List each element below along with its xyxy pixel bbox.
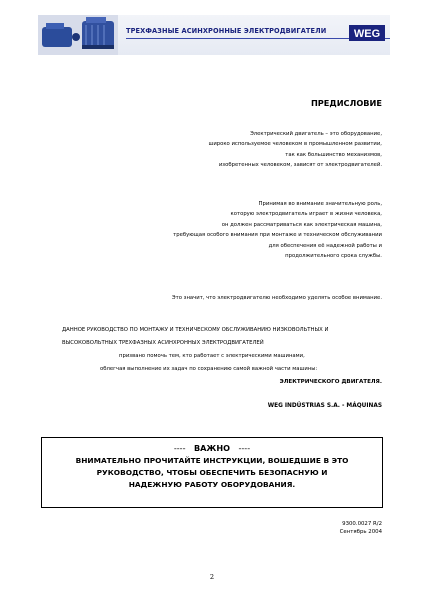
paragraph-1-line: изобретенных человеком, зависят от электродвигателей.	[218, 162, 382, 169]
paragraph-1	[208, 129, 382, 171]
paragraph-3-line: Это значит, что электродвигателю необходимо уделять особое внимание.	[171, 295, 382, 301]
header-title: ТРЕХФАЗНЫЕ АСИНХРОННЫЕ ЭЛЕКТРОДВИГАТЕЛИ	[126, 27, 327, 35]
motors-image	[38, 15, 118, 55]
paragraph-1-line: Электрический двигатель – это оборудование,	[250, 131, 382, 137]
notice-line: НАДЕЖНУЮ РАБОТУ ОБОРУДОВАНИЯ.	[128, 480, 296, 489]
notice-title: ВАЖНО	[194, 443, 230, 453]
manual-purpose-block	[62, 324, 382, 389]
paragraph-2-line: требующая особого внимания при монтаже и техническом обслуживании	[173, 232, 382, 239]
page-title: ПРЕДИСЛОВИЕ	[310, 98, 382, 108]
weg-logo	[349, 25, 385, 41]
paragraph-1-line: широко используемое человеком в промышленном развитии,	[208, 141, 382, 148]
paragraph-2	[173, 199, 382, 261]
notice-line: ВНИМАТЕЛЬНО ПРОЧИТАЙТЕ ИНСТРУКЦИИ, ВОШЕДШИЕ В ЭТО	[75, 456, 349, 465]
purpose-line: призвано помочь тем, кто работает с электрическими машинами,	[119, 353, 305, 359]
notice-body	[42, 455, 382, 491]
paragraph-1-line: так как большинство механизмов,	[285, 151, 382, 158]
svg-text:WEG: WEG	[353, 28, 381, 40]
notice-dash-left: ----	[173, 443, 186, 453]
company-name: WEG INDÚSTRIAS S.A. - MÁQUINAS	[267, 403, 382, 409]
doc-date: Сентябрь 2004	[339, 529, 382, 535]
document-reference	[340, 520, 382, 536]
paragraph-2-line: для обеспечения её надежной работы и	[268, 242, 382, 249]
emphasis-line: ЭЛЕКТРИЧЕСКОГО ДВИГАТЕЛЯ.	[279, 379, 382, 385]
notice-dash-right: ----	[238, 443, 251, 453]
important-notice-box	[41, 437, 383, 508]
paragraph-2-line: продолжительного срока службы.	[285, 253, 382, 260]
notice-line: РУКОВОДСТВО, ЧТОБЫ ОБЕСПЕЧИТЬ БЕЗОПАСНУЮ И	[96, 468, 328, 477]
doc-code: 9300.0027 R/2	[342, 521, 382, 527]
caps-line: ДАННОЕ РУКОВОДСТВО ПО МОНТАЖУ И ТЕХНИЧЕСКОМУ ОБСЛУЖИВАНИЮ НИЗКОВОЛЬТНЫХ И	[62, 327, 329, 333]
notice-title-row	[42, 443, 382, 453]
purpose-line: облегчая выполнение их задач по сохранению самой важной части машины:	[100, 366, 318, 372]
caps-line: ВЫСОКОВОЛЬТНЫХ ТРЕХФАЗНЫХ АСИНХРОННЫХ ЭЛЕКТРОДВИГАТЕЛЕЙ	[62, 340, 264, 346]
paragraph-2-line: он должен рассматриваться как электрическая машина,	[221, 221, 382, 228]
paragraph-2-line: которую электродвигатель играет в жизни человека,	[230, 211, 382, 218]
paragraph-2-line: Принимая во внимание значительную роль,	[258, 201, 382, 207]
paragraph-3	[172, 293, 382, 303]
page-number: 2	[209, 573, 215, 581]
